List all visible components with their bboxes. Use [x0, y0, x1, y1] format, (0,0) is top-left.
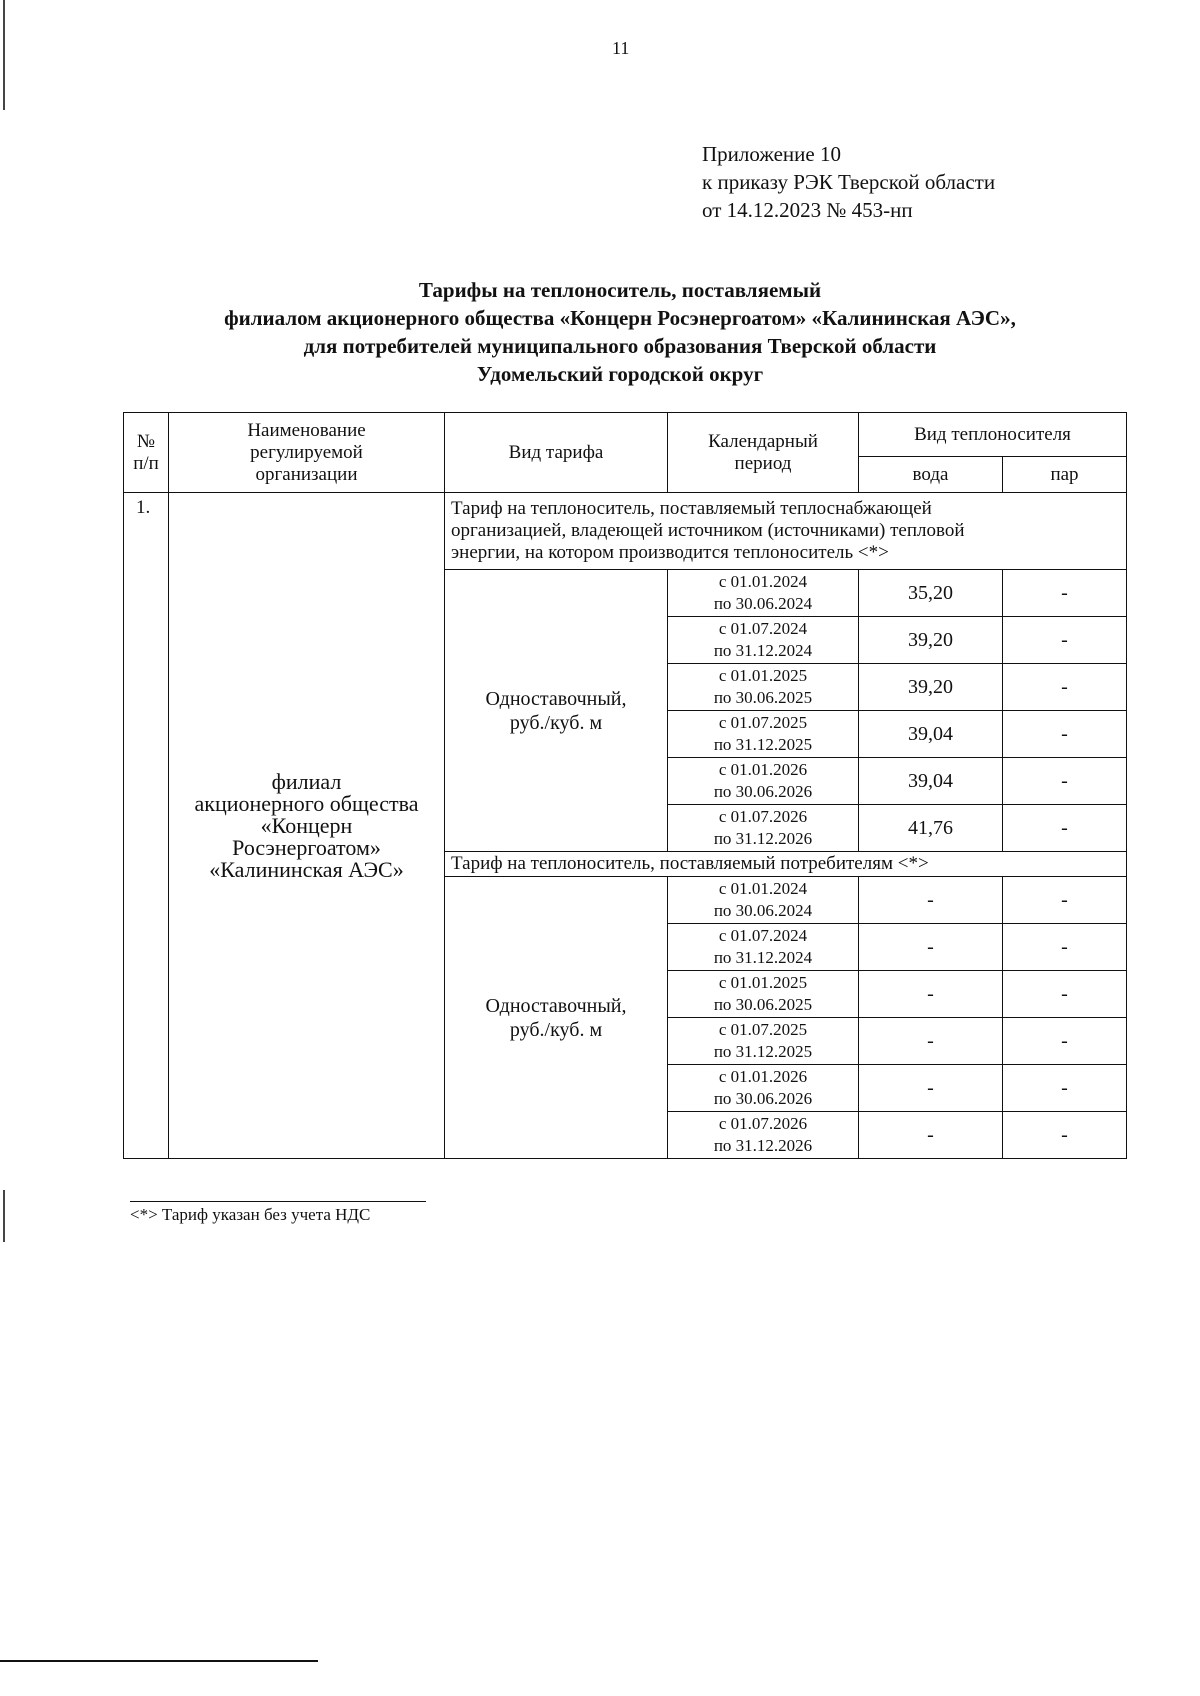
section-heading-supplier [445, 493, 1127, 570]
tariff-type-line: Одноставочный, [485, 687, 627, 710]
period-cell: с 01.01.2026 по 30.06.2026 [668, 758, 859, 805]
steam-tariff: - [1003, 877, 1127, 924]
appendix-line: Приложение 10 [702, 142, 841, 166]
steam-tariff: - [1003, 1112, 1127, 1159]
water-tariff: - [859, 924, 1003, 971]
steam-tariff: - [1003, 924, 1127, 971]
steam-tariff: - [1003, 1018, 1127, 1065]
water-tariff: 39,04 [859, 711, 1003, 758]
period-cell: с 01.07.2025 по 31.12.2025 [668, 1018, 859, 1065]
section-heading-consumers [445, 852, 1127, 877]
water-tariff: - [859, 877, 1003, 924]
section-heading-line: Тариф на теплоноситель, поставляемый теплоснабжающей [451, 498, 932, 519]
appendix-line: от 14.12.2023 № 453-нп [702, 198, 913, 222]
scan-margin-mark [3, 1190, 5, 1242]
period-cell: с 01.01.2024 по 30.06.2024 [668, 570, 859, 617]
header-period: Календарный период [668, 413, 859, 493]
steam-tariff: - [1003, 664, 1127, 711]
row-number: 1. [124, 493, 169, 1159]
bottom-rule [0, 1660, 318, 1662]
water-tariff: 39,20 [859, 617, 1003, 664]
period-cell: с 01.01.2025 по 30.06.2025 [668, 664, 859, 711]
org-line: Росэнергоатом» [232, 834, 381, 860]
appendix-line: к приказу РЭК Тверской области [702, 170, 996, 194]
document-title [100, 276, 1140, 388]
header-num: № п/п [124, 413, 169, 493]
steam-tariff: - [1003, 758, 1127, 805]
steam-tariff: - [1003, 617, 1127, 664]
steam-tariff: - [1003, 570, 1127, 617]
org-line: «Калининская АЭС» [209, 856, 404, 882]
organization-name [169, 493, 445, 1159]
title-line: филиалом акционерного общества «Концерн Росэнергоатом» «Калининская АЭС», [224, 306, 1016, 330]
title-line: Тарифы на теплоноситель, поставляемый [418, 278, 822, 302]
period-cell: с 01.01.2025 по 30.06.2025 [668, 971, 859, 1018]
tariff-type-line: руб./куб. м [509, 1018, 603, 1041]
water-tariff: - [859, 1112, 1003, 1159]
scan-margin-mark [3, 0, 5, 110]
period-cell: с 01.07.2026 по 31.12.2026 [668, 1112, 859, 1159]
water-tariff: - [859, 1065, 1003, 1112]
steam-tariff: - [1003, 971, 1127, 1018]
header-tariff-type: Вид тарифа [445, 413, 668, 493]
tariff-type-line: Одноставочный, [485, 994, 627, 1017]
water-tariff: 39,20 [859, 664, 1003, 711]
steam-tariff: - [1003, 805, 1127, 852]
period-cell: с 01.07.2025 по 31.12.2025 [668, 711, 859, 758]
tariff-type [445, 877, 668, 1159]
water-tariff: - [859, 1018, 1003, 1065]
steam-tariff: - [1003, 1065, 1127, 1112]
period-cell: с 01.01.2026 по 30.06.2026 [668, 1065, 859, 1112]
water-tariff: 41,76 [859, 805, 1003, 852]
steam-tariff: - [1003, 711, 1127, 758]
section-heading-line: Тариф на теплоноситель, поставляемый потребителям <*> [451, 853, 929, 874]
water-tariff: 39,04 [859, 758, 1003, 805]
water-tariff: - [859, 971, 1003, 1018]
tariff-type [445, 570, 668, 852]
org-line: филиал [271, 768, 342, 794]
tariff-table [123, 412, 1127, 1159]
period-cell: с 01.07.2024 по 31.12.2024 [668, 617, 859, 664]
footnote: <*> Тариф указан без учета НДС [130, 1205, 371, 1224]
header-steam: пар [1003, 457, 1127, 493]
section-heading-line: организацией, владеющей источником (источниками) тепловой [451, 520, 965, 541]
org-line: акционерного общества [194, 790, 419, 816]
org-line: «Концерн [260, 812, 353, 838]
header-organization: Наименование регулируемой организации [169, 413, 445, 493]
footnote-divider [130, 1201, 426, 1202]
appendix-reference [702, 140, 995, 224]
period-cell: с 01.07.2026 по 31.12.2026 [668, 805, 859, 852]
water-tariff: 35,20 [859, 570, 1003, 617]
section-heading-line: энергии, на котором производится теплоноситель <*> [451, 542, 889, 563]
tariff-type-line: руб./куб. м [509, 711, 603, 734]
title-line: для потребителей муниципального образования Тверской области [303, 334, 937, 358]
header-heat-carrier: Вид теплоносителя [859, 413, 1127, 457]
page-number: 11 [612, 38, 630, 58]
header-water: вода [859, 457, 1003, 493]
period-cell: с 01.07.2024 по 31.12.2024 [668, 924, 859, 971]
title-line: Удомельский городской округ [476, 362, 764, 386]
period-cell: с 01.01.2024 по 30.06.2024 [668, 877, 859, 924]
